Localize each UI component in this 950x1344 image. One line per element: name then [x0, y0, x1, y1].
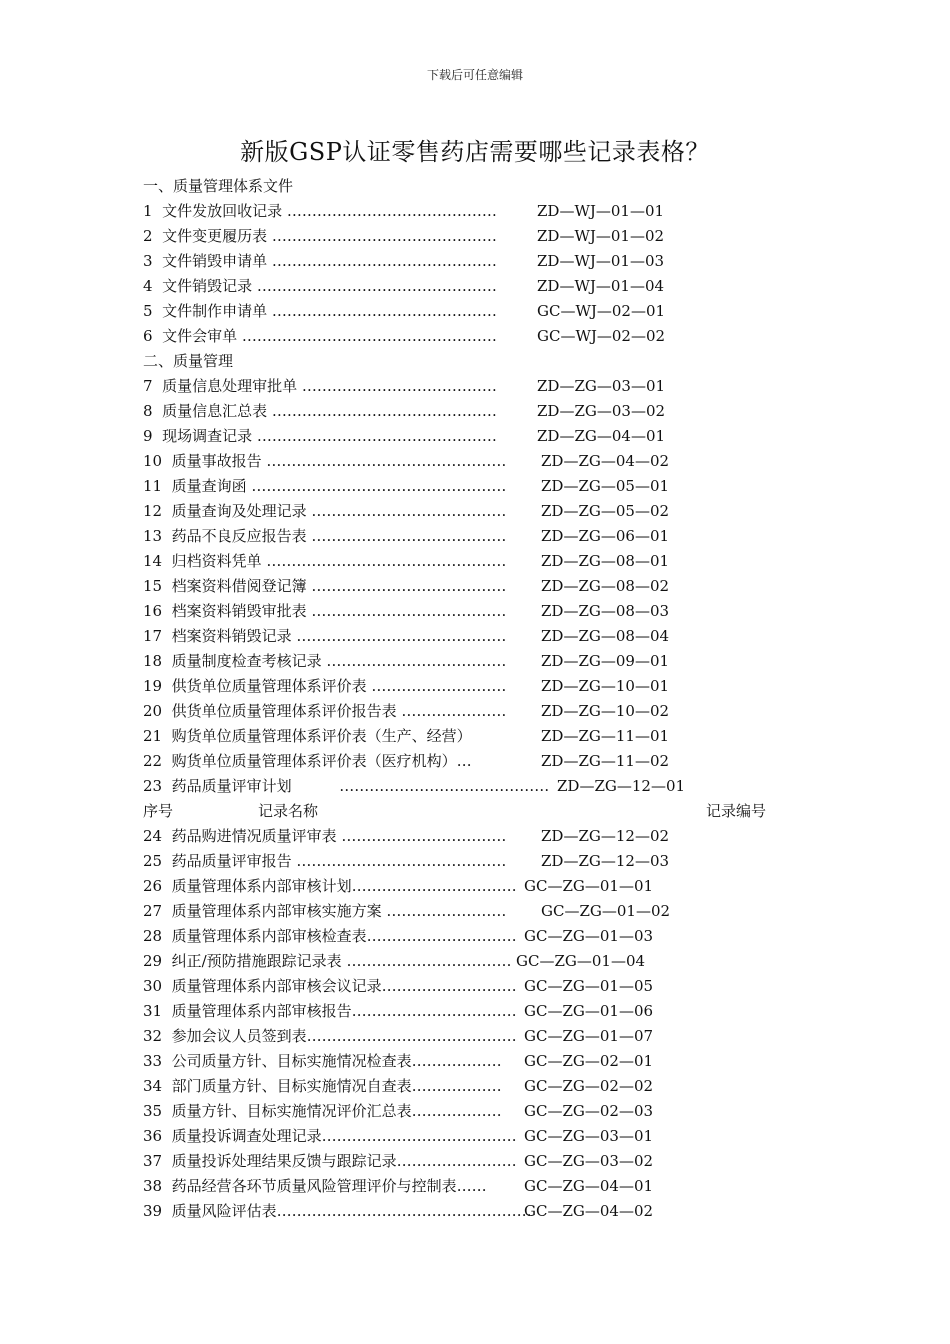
record-name: 6 文件会审单 ……………………………………………	[143, 327, 497, 345]
record-code: GC—ZG—01—07	[524, 1027, 654, 1045]
record-row	[143, 574, 793, 599]
record-code: ZD—WJ—01—03	[537, 252, 665, 270]
record-name: 29 纠正/预防措施跟踪记录表 ……………………………	[143, 952, 512, 970]
record-row	[143, 1174, 793, 1199]
record-code: ZD—WJ—01—04	[537, 277, 665, 295]
section-title: 二、质量管理	[143, 352, 234, 370]
record-code: ZD—ZG—10—01	[541, 677, 670, 695]
record-name: 1 文件发放回收记录 ……………………………………	[143, 202, 497, 220]
record-code: ZD—WJ—01—02	[537, 227, 665, 245]
record-row	[143, 374, 793, 399]
record-name: 31 质量管理体系内部审核报告……………………………	[143, 1002, 517, 1020]
record-code: GC—ZG—01—05	[524, 977, 654, 995]
record-name: 18 质量制度检查考核记录 ………………………………	[143, 652, 507, 670]
record-row	[143, 474, 793, 499]
record-name: 4 文件销毁记录 …………………………………………	[143, 277, 497, 295]
record-row	[143, 999, 793, 1024]
record-name: 9 现场调查记录 …………………………………………	[143, 427, 497, 445]
record-name: 34 部门质量方针、目标实施情况自查表………………	[143, 1077, 502, 1095]
record-name: 15 档案资料借阅登记簿 …………………………………	[143, 577, 507, 595]
record-row	[143, 1024, 793, 1049]
record-name: 12 质量查询及处理记录 …………………………………	[143, 502, 507, 520]
record-row	[143, 974, 793, 999]
record-row	[143, 624, 793, 649]
record-name: 32 参加会议人员签到表……………………………………	[143, 1027, 517, 1045]
record-name: 26 质量管理体系内部审核计划……………………………	[143, 877, 517, 895]
record-code: ZD—ZG—11—02	[541, 752, 670, 770]
record-row	[143, 824, 793, 849]
record-row	[143, 774, 793, 799]
record-name: 3 文件销毁申请单 ………………………………………	[143, 252, 497, 270]
record-row	[143, 749, 793, 774]
record-row	[143, 274, 793, 299]
record-row	[143, 1124, 793, 1149]
record-row	[143, 524, 793, 549]
record-code: ZD—ZG—10—02	[541, 702, 670, 720]
record-code: ZD—ZG—09—01	[541, 652, 670, 670]
record-row	[143, 924, 793, 949]
record-name: 36 质量投诉调查处理记录…………………………………	[143, 1127, 517, 1145]
record-name: 13 药品不良反应报告表 …………………………………	[143, 527, 507, 545]
record-code: GC—ZG—03—01	[524, 1127, 654, 1145]
record-code: ZD—ZG—12—02	[541, 827, 670, 845]
column-header-name: 记录名称	[258, 802, 319, 820]
column-header-index: 序号	[143, 802, 174, 820]
record-row	[143, 1199, 793, 1224]
record-code: ZD—ZG—12—03	[541, 852, 670, 870]
section-heading	[143, 349, 793, 374]
record-row	[143, 424, 793, 449]
record-row	[143, 1049, 793, 1074]
record-code: ZD—WJ—01—01	[537, 202, 665, 220]
record-row	[143, 724, 793, 749]
record-code: ZD—ZG—04—01	[537, 427, 666, 445]
record-code: ZD—ZG—04—02	[541, 452, 670, 470]
record-code: ZD—ZG—11—01	[541, 727, 670, 745]
record-code: GC—ZG—03—02	[524, 1152, 654, 1170]
record-name: 33 公司质量方针、目标实施情况检查表………………	[143, 1052, 502, 1070]
record-name: 2 文件变更履历表 ………………………………………	[143, 227, 497, 245]
record-row	[143, 599, 793, 624]
record-name: 23 药品质量评审计划 ……………………………………	[143, 777, 550, 795]
record-code: GC—ZG—01—04	[516, 952, 646, 970]
record-code: GC—ZG—02—03	[524, 1102, 654, 1120]
record-name: 5 文件制作申请单 ………………………………………	[143, 302, 497, 320]
record-row	[143, 199, 793, 224]
record-row	[143, 899, 793, 924]
record-row	[143, 449, 793, 474]
record-row	[143, 299, 793, 324]
record-name: 8 质量信息汇总表 ………………………………………	[143, 402, 497, 420]
record-row	[143, 324, 793, 349]
record-row	[143, 1074, 793, 1099]
document-title: 新版GSP认证零售药店需要哪些记录表格？	[240, 138, 710, 166]
record-code: ZD—ZG—08—02	[541, 577, 670, 595]
record-code: GC—ZG—01—03	[524, 927, 654, 945]
record-code: ZD—ZG—03—01	[537, 377, 666, 395]
record-name: 27 质量管理体系内部审核实施方案 ……………………	[143, 902, 507, 920]
record-code: ZD—ZG—12—01	[557, 777, 686, 795]
record-code: ZD—ZG—08—03	[541, 602, 670, 620]
section-title: 一、质量管理体系文件	[143, 177, 294, 195]
record-code: GC—ZG—04—02	[524, 1202, 654, 1220]
record-row	[143, 499, 793, 524]
record-code: ZD—ZG—08—01	[541, 552, 670, 570]
record-row	[143, 849, 793, 874]
record-list	[143, 174, 793, 1224]
record-code: ZD—ZG—03—02	[537, 402, 666, 420]
record-name: 10 质量事故报告 …………………………………………	[143, 452, 507, 470]
record-name: 14 归档资料凭单 …………………………………………	[143, 552, 507, 570]
record-code: GC—ZG—01—06	[524, 1002, 654, 1020]
record-code: ZD—ZG—05—02	[541, 502, 670, 520]
record-row	[143, 399, 793, 424]
column-header-code: 记录编号	[706, 802, 767, 820]
header-note: 下载后可任意编辑	[426, 68, 523, 82]
column-header-row	[143, 799, 793, 824]
record-name: 38 药品经营各环节质量风险管理评价与控制表……	[143, 1177, 487, 1195]
record-name: 7 质量信息处理审批单 …………………………………	[143, 377, 497, 395]
record-name: 30 质量管理体系内部审核会议记录………………………	[143, 977, 517, 995]
record-code: GC—WJ—02—02	[537, 327, 666, 345]
record-row	[143, 649, 793, 674]
record-code: ZD—ZG—06—01	[541, 527, 670, 545]
record-name: 35 质量方针、目标实施情况评价汇总表………………	[143, 1102, 502, 1120]
record-code: GC—ZG—04—01	[524, 1177, 654, 1195]
record-code: ZD—ZG—05—01	[541, 477, 670, 495]
record-code: GC—ZG—01—01	[524, 877, 654, 895]
record-name: 37 质量投诉处理结果反馈与跟踪记录……………………	[143, 1152, 517, 1170]
record-row	[143, 674, 793, 699]
record-row	[143, 699, 793, 724]
record-name: 11 质量查询函 ……………………………………………	[143, 477, 507, 495]
record-code: GC—ZG—02—02	[524, 1077, 654, 1095]
record-code: GC—ZG—02—01	[524, 1052, 654, 1070]
record-row	[143, 1149, 793, 1174]
record-name: 28 质量管理体系内部审核检查表…………………………	[143, 927, 517, 945]
record-row	[143, 949, 793, 974]
record-row	[143, 549, 793, 574]
record-name: 19 供货单位质量管理体系评价表 ………………………	[143, 677, 507, 695]
record-row	[143, 224, 793, 249]
record-name: 25 药品质量评审报告 ……………………………………	[143, 852, 507, 870]
record-name: 17 档案资料销毁记录 ……………………………………	[143, 627, 507, 645]
record-name: 22 购货单位质量管理体系评价表（医疗机构）…	[143, 752, 472, 770]
record-code: ZD—ZG—08—04	[541, 627, 670, 645]
record-code: GC—ZG—01—02	[541, 902, 671, 920]
section-heading	[143, 174, 793, 199]
record-row	[143, 874, 793, 899]
record-row	[143, 1099, 793, 1124]
record-row	[143, 249, 793, 274]
record-name: 24 药品购进情况质量评审表 ……………………………	[143, 827, 507, 845]
record-code: GC—WJ—02—01	[537, 302, 666, 320]
record-name: 20 供货单位质量管理体系评价报告表 …………………	[143, 702, 507, 720]
record-name: 39 质量风险评估表……………………………………………	[143, 1202, 532, 1220]
record-name: 16 档案资料销毁审批表 …………………………………	[143, 602, 507, 620]
record-name: 21 购货单位质量管理体系评价表（生产、经营）	[143, 727, 472, 745]
